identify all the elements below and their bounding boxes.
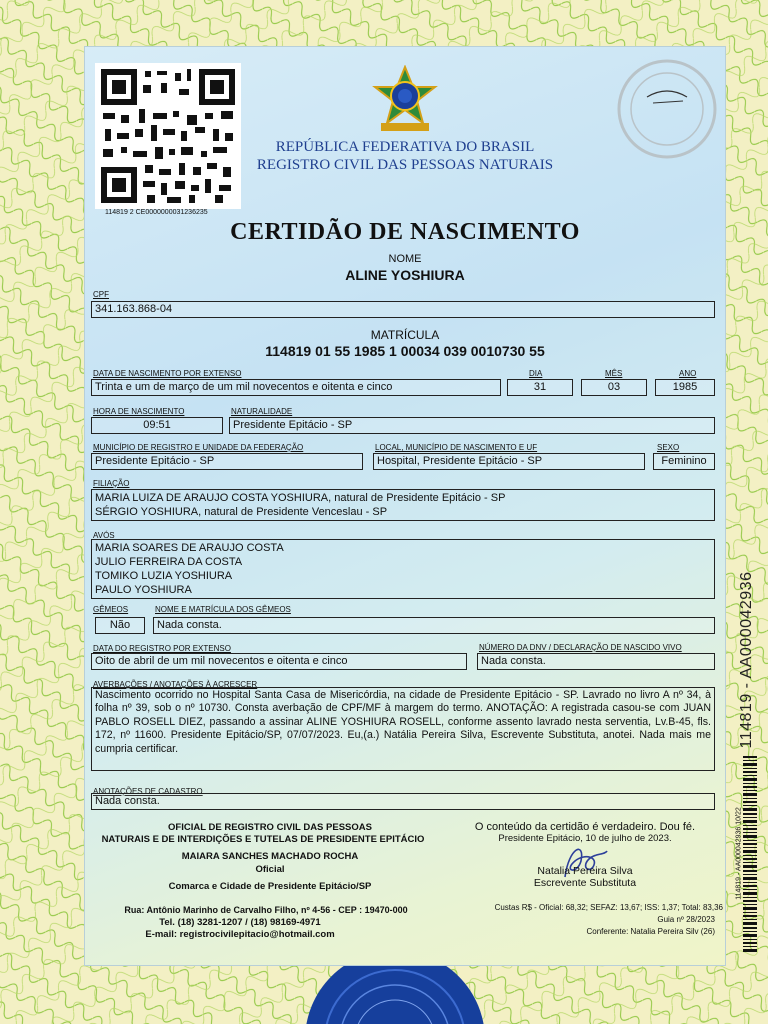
birth-time-label: HORA DE NASCIMENTO: [93, 407, 185, 416]
office-line-1: OFICIAL DE REGISTRO CIVIL DAS PESSOAS: [168, 822, 372, 833]
cadastro-label: ANOTAÇÕES DE CADASTRO: [93, 787, 203, 796]
twins-names-label: NOME E MATRÍCULA DOS GÊMEOS: [155, 605, 291, 614]
officer-role: Oficial: [255, 864, 285, 875]
grandparent-line: MARIA SOARES DE ARAUJO COSTA: [95, 542, 284, 554]
registration-date: Oito de abril de um mil novecentos e oitenta e cinco: [91, 653, 467, 670]
officer-name: MAIARA SANCHES MACHADO ROCHA: [181, 851, 359, 862]
certificate-panel: [84, 46, 726, 966]
office-phone: Tel. (18) 3281-1207 / (18) 98169-4971: [159, 917, 321, 928]
annotations-text: Nascimento ocorrido no Hospital Santa Casa de Misericórdia, na cidade de Presidente Epitácio - SP. Lavrado no livro A nº 34, à folha nº 39, sob o nº 10730. Consta averbação de CPF/MF à margem do termo. ANOTAÇÃO: A registrada casou-se com JUAN PABLO ROSELL DIEZ, passando a assinar ALINE YOSHIURA ROSELL, conforme assento lavrado nesta serventia, Lv.B-45, fls. 172, nº 11600. Presidente Epitácio/SP, 07/07/2023. Eu,(a.) Natália Pereira Silva, Escrevente Substituta, anotei. Nada mais me cumpria certificar.: [91, 687, 715, 771]
name-label: NOME: [388, 253, 422, 265]
birth-day: 31: [507, 379, 573, 396]
signer-role: Escrevente Substituta: [533, 877, 637, 889]
office-address: Rua: Antônio Marinho de Carvalho Filho, nº 4-56 - CEP : 19470-000: [124, 905, 408, 915]
municipality-value: Presidente Epitácio - SP: [91, 453, 363, 470]
mother-line: MARIA LUIZA DE ARAUJO COSTA YOSHIURA, natural de Presidente Epitácio - SP: [95, 492, 506, 504]
grandparent-line: TOMIKO LUZIA YOSHIURA: [95, 570, 233, 582]
month-label: MÊS: [605, 369, 623, 378]
checker: Conferente: Natalia Pereira Silv (26): [586, 927, 715, 936]
birth-place-label: LOCAL, MUNICÍPIO DE NASCIMENTO E UF: [375, 443, 538, 452]
costs-line: Custas R$ - Oficial: 68,32; SEFAZ: 13,67; ISS: 1,37; Total: 83,36: [494, 903, 723, 912]
republic-title: REPÚBLICA FEDERATIVA DO BRASIL: [275, 139, 535, 155]
side-serial-wrapper: [732, 565, 762, 755]
barcode-text-wrapper: [734, 760, 744, 950]
birth-date-text: Trinta e um de março de um mil novecentos e oitenta e cinco: [91, 379, 501, 396]
twins-label: GÊMEOS: [93, 605, 129, 614]
district: Comarca e Cidade de Presidente Epitácio/SP: [168, 881, 372, 892]
cadastro-value: Nada consta.: [91, 793, 715, 810]
cpf-label: CPF: [93, 290, 109, 299]
municipality-label: MUNICÍPIO DE REGISTRO E UNIDADE DA FEDERAÇÃO: [93, 443, 304, 452]
birth-year: 1985: [655, 379, 715, 396]
certificate-title: CERTIDÃO DE NASCIMENTO: [230, 219, 580, 245]
dnv-value: Nada consta.: [477, 653, 715, 670]
birth-time: 09:51: [91, 417, 223, 434]
qr-code: [95, 63, 241, 209]
coat-of-arms-icon: [371, 65, 439, 135]
naturality-value: Presidente Epitácio - SP: [229, 417, 715, 434]
birth-date-label: DATA DE NASCIMENTO POR EXTENSO: [93, 369, 242, 378]
attest-line-1: O conteúdo da certidão é verdadeiro. Dou fé.: [474, 821, 696, 833]
year-label: ANO: [679, 369, 697, 378]
cpf-value: 341.163.868-04: [91, 301, 715, 318]
sex-value: Feminino: [653, 453, 715, 470]
guide-number: Guia nº 28/2023: [657, 915, 715, 924]
day-label: DIA: [529, 369, 543, 378]
notary-stamp-icon: [613, 55, 721, 163]
office-line-2: NATURAIS E DE INTERDIÇÕES E TUTELAS DE PRESIDENTE EPITÁCIO: [101, 834, 425, 845]
filiation-label: FILIAÇÃO: [93, 479, 130, 488]
sex-label: SEXO: [657, 443, 680, 452]
annotations-label: AVERBAÇÕES / ANOTAÇÕES À ACRESCER: [93, 680, 258, 689]
grandparent-line: JULIO FERREIRA DA COSTA: [95, 556, 243, 568]
matricula-label: MATRÍCULA: [370, 328, 440, 342]
grandparents-box: [91, 539, 715, 599]
signer-name: Natalia Pereira Silva: [537, 865, 633, 877]
matricula-number: 114819 01 55 1985 1 00034 039 0010730 55: [265, 343, 545, 359]
twins-names-value: Nada consta.: [153, 617, 715, 634]
barcode-text: 114819 - AA000042936 10/22: [735, 807, 743, 900]
naturality-label: NATURALIDADE: [231, 407, 293, 416]
twins-value: Não: [95, 617, 145, 634]
registry-title: REGISTRO CIVIL DAS PESSOAS NATURAIS: [256, 157, 554, 173]
qr-code-number: 114819 2 CE0000000031236235: [105, 209, 208, 216]
registration-date-label: DATA DO REGISTRO POR EXTENSO: [93, 644, 231, 653]
father-line: SÉRGIO YOSHIURA, natural de Presidente Venceslau - SP: [95, 506, 388, 518]
birth-month: 03: [581, 379, 647, 396]
attest-line-2: Presidente Epitácio, 10 de julho de 2023.: [498, 833, 672, 844]
person-name: ALINE YOSHIURA: [345, 267, 465, 283]
grandparent-line: PAULO YOSHIURA: [95, 584, 192, 596]
birth-place-value: Hospital, Presidente Epitácio - SP: [373, 453, 645, 470]
grandparents-label: AVÓS: [93, 531, 115, 540]
barcode-icon: [743, 756, 757, 954]
side-serial: 114819 - AA000042936: [738, 571, 755, 749]
office-email: E-mail: registrocivilepitacio@hotmail.com: [145, 929, 335, 940]
filiation-box: [91, 489, 715, 521]
dnv-label: NÚMERO DA DNV / DECLARAÇÃO DE NASCIDO VIVO: [479, 643, 682, 652]
